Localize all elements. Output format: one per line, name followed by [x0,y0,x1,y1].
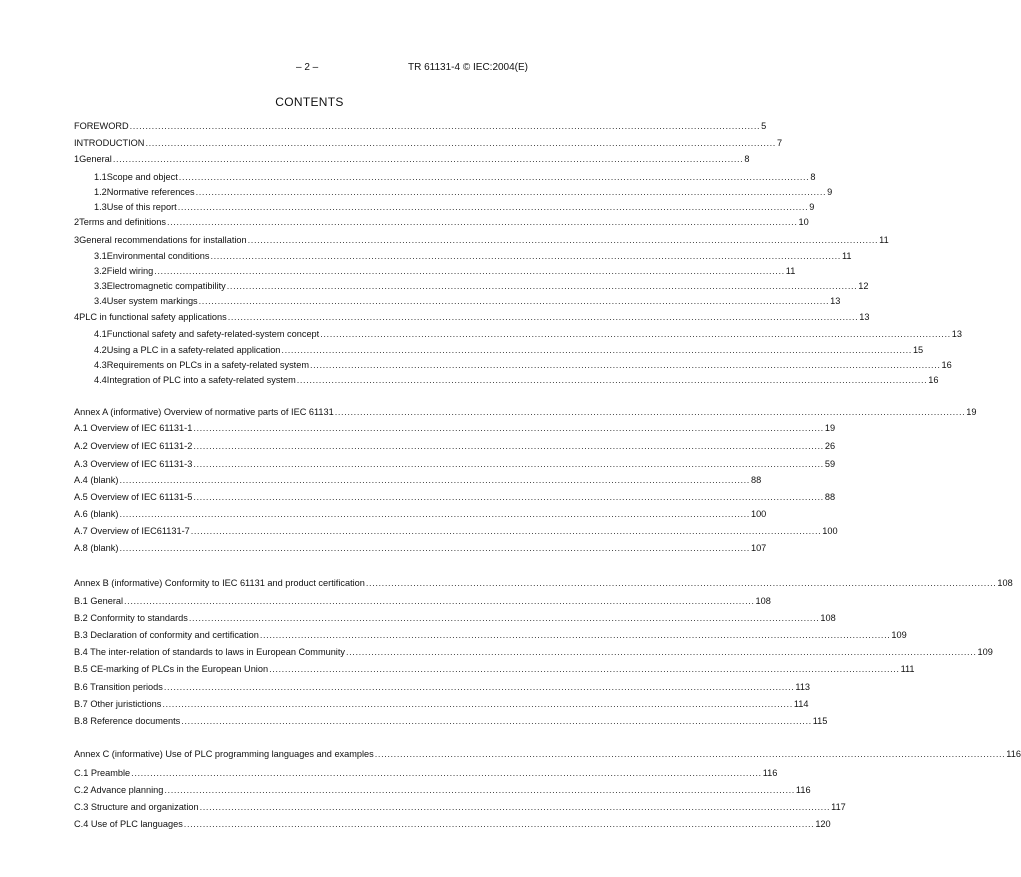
toc-leader-dots: ........................................................................................................................................................................................................ [112,154,744,164]
toc-entry-title: C.2 Advance planning [74,785,164,795]
toc-entry-page: 117 [831,802,846,812]
toc-entry-page: 13 [830,296,841,306]
toc-leader-dots: ........................................................................................................................................................................................................ [296,375,928,385]
toc-entry[interactable] [0,663,915,676]
toc-entry[interactable] [0,715,828,728]
toc-entry[interactable] [0,681,811,694]
toc-entry-page: 11 [879,235,889,245]
toc-entry-title: Terms and definitions [79,217,166,227]
toc-leader-dots: ........................................................................................................................................................................................................ [164,785,795,795]
toc-leader-dots: ........................................................................................................................................................................................................ [131,768,762,778]
toc-entry[interactable] [0,612,836,625]
toc-entry-title: Annex C (informative) Use of PLC programming languages and examples [74,749,374,759]
toc-leader-dots: ........................................................................................................................................................................................................ [210,251,841,261]
toc-leader-dots: ........................................................................................................................................................................................................ [247,235,879,245]
toc-entry-title: B.8 Reference documents [74,716,181,726]
toc-entry[interactable] [0,171,816,184]
toc-entry-title: Functional safety and safety-related-system concept [106,329,320,339]
toc-entry-title: A.7 Overview of IEC61131-7 [74,526,190,536]
toc-leader-dots: ........................................................................................................................................................................................................ [281,345,912,355]
toc-entry-page: 13 [859,312,870,322]
toc-entry-page: 108 [820,613,836,623]
toc-entry[interactable] [0,542,767,555]
toc-entry[interactable] [0,577,1013,590]
toc-entry-number: 3 [74,235,80,245]
page-header-number: – 2 – [296,62,319,73]
toc-entry-title: C.1 Preamble [74,768,131,778]
toc-leader-dots: ........................................................................................................................................................................................................ [320,329,951,339]
toc-entry[interactable] [0,801,846,814]
toc-entry-page: 19 [824,423,836,433]
toc-entry-number: 4.3 [94,360,107,370]
toc-entry-page: 59 [824,459,836,469]
toc-entry[interactable] [0,406,977,419]
toc-leader-dots: ........................................................................................................................................................................................................ [129,121,761,131]
toc-entry-title: Annex A (informative) Overview of normative parts of IEC 61131 [74,407,334,417]
toc-entry-title: General recommendations for installation [79,235,247,245]
toc-entry-title: A.6 (blank) [74,509,119,519]
toc-entry-title: INTRODUCTION [74,138,145,148]
toc-entry-page: 116 [762,768,778,778]
toc-entry-number: 4.2 [94,345,107,355]
toc-entry[interactable] [0,748,1021,761]
toc-leader-dots: ........................................................................................................................................................................................................ [145,138,776,148]
toc-entry-title: C.4 Use of PLC languages [74,819,183,829]
toc-leader-dots: ........................................................................................................................................................................................................ [365,578,997,588]
toc-entry[interactable] [0,250,852,263]
toc-entry-title: B.3 Declaration of conformity and certification [74,630,259,640]
toc-leader-dots: ........................................................................................................................................................................................................ [226,281,858,291]
toc-entry-page: 88 [824,492,836,502]
toc-entry-page: 11 [841,251,852,261]
toc-entry-page: 8 [810,172,816,182]
toc-entry-title: Annex B (informative) Conformity to IEC 61131 and product certification [74,578,365,588]
toc-leader-dots: ........................................................................................................................................................................................................ [190,526,822,536]
toc-entry-page: 10 [798,217,809,227]
toc-entry-page: 108 [755,596,771,606]
toc-entry-title: Scope and object [106,172,178,182]
toc-entry[interactable] [0,508,767,521]
toc-entry[interactable] [0,818,831,831]
toc-entry-number: 3.4 [94,296,107,306]
toc-entry[interactable] [0,280,869,293]
toc-leader-dots: ........................................................................................................................................................................................................ [193,441,824,451]
toc-leader-dots: ........................................................................................................................................................................................................ [166,217,798,227]
toc-entry-number: 2 [74,217,80,227]
toc-entry-page: 115 [812,716,828,726]
toc-entry-title: Requirements on PLCs in a safety-related system [106,360,309,370]
toc-entry-number: 1 [74,154,80,164]
toc-entry-title: General [79,154,112,164]
toc-leader-dots: ........................................................................................................................................................................................................ [269,664,900,674]
toc-entry-title: Using a PLC in a safety-related application [106,345,281,355]
toc-leader-dots: ........................................................................................................................................................................................................ [310,360,941,370]
toc-entry-page: 120 [815,819,831,829]
toc-entry-title: Field wiring [106,266,154,276]
toc-leader-dots: ........................................................................................................................................................................................................ [163,682,795,692]
toc-entry-page: 9 [809,202,815,212]
toc-leader-dots: ........................................................................................................................................................................................................ [183,819,815,829]
toc-entry-page: 9 [827,187,833,197]
toc-entry-title: B.6 Transition periods [74,682,163,692]
toc-leader-dots: ........................................................................................................................................................................................................ [119,475,750,485]
toc-leader-dots: ........................................................................................................................................................................................................ [193,423,824,433]
toc-entry-number: 1.3 [94,202,107,212]
toc-entry-page: 113 [795,682,811,692]
toc-entry-title: B.4 The inter-relation of standards to laws in European Community [74,647,345,657]
toc-leader-dots: ........................................................................................................................................................................................................ [154,266,785,276]
toc-entry-title: A.1 Overview of IEC 61131-1 [74,423,193,433]
toc-entry-title: Use of this report [106,202,177,212]
toc-leader-dots: ........................................................................................................................................................................................................ [193,492,824,502]
toc-entry-page: 8 [744,154,750,164]
toc-entry[interactable] [0,295,841,308]
toc-entry[interactable] [0,491,836,504]
toc-entry[interactable] [0,186,833,199]
toc-leader-dots: ........................................................................................................................................................................................................ [193,459,824,469]
toc-entry-number: 1.1 [94,172,107,182]
toc-entry[interactable] [0,265,796,278]
toc-entry-title: Environmental conditions [106,251,210,261]
toc-entry-page: 107 [750,543,767,553]
toc-entry[interactable] [0,698,809,711]
toc-entry[interactable] [0,458,836,471]
toc-entry-number: 3.2 [94,266,107,276]
toc-leader-dots: ........................................................................................................................................................................................................ [181,716,812,726]
toc-entry[interactable] [0,216,809,229]
toc-entry-title: B.5 CE-marking of PLCs in the European Union [74,664,269,674]
toc-entry[interactable] [0,344,924,357]
toc-entry-page: 108 [997,578,1013,588]
toc-entry-title: B.2 Conformity to standards [74,613,188,623]
toc-entry-page: 16 [928,375,939,385]
toc-entry[interactable] [0,359,952,372]
toc-entry-title: PLC in functional safety applications [79,312,227,322]
toc-entry-page: 15 [912,345,924,355]
toc-entry-page: 109 [891,630,907,640]
toc-entry-page: 111 [900,664,915,674]
toc-entry-page: 7 [776,138,783,148]
toc-entry[interactable] [0,784,811,797]
toc-entry-page: 5 [761,121,767,131]
toc-entry-number: 3.3 [94,281,107,291]
toc-entry-number: 4.1 [94,329,107,339]
toc-leader-dots: ........................................................................................................................................................................................................ [119,509,750,519]
toc-entry-title: C.3 Structure and organization [74,802,199,812]
toc-entry[interactable] [0,328,962,341]
toc-entry-number: 3.1 [94,251,107,261]
toc-entry-title: Normative references [106,187,195,197]
toc-entry[interactable] [0,767,778,780]
toc-entry[interactable] [0,234,889,247]
toc-entry-title: Integration of PLC into a safety-related system [106,375,296,385]
toc-entry[interactable] [0,474,762,487]
toc-entry-title: B.1 General [74,596,124,606]
toc-entry-page: 13 [951,329,962,339]
toc-leader-dots: ........................................................................................................................................................................................................ [199,802,831,812]
toc-entry-title: A.5 Overview of IEC 61131-5 [74,492,193,502]
toc-entry-page: 16 [941,360,952,370]
toc-leader-dots: ........................................................................................................................................................................................................ [195,187,827,197]
toc-entry-title: B.7 Other juristictions [74,699,162,709]
toc-entry[interactable] [0,595,771,608]
toc-entry-title: User system markings [106,296,198,306]
toc-leader-dots: ........................................................................................................................................................................................................ [119,543,750,553]
toc-entry-number: 1.2 [94,187,107,197]
toc-leader-dots: ........................................................................................................................................................................................................ [124,596,755,606]
toc-leader-dots: ........................................................................................................................................................................................................ [334,407,966,417]
toc-entry-page: 88 [750,475,762,485]
toc-entry-number: 4.4 [94,375,107,385]
toc-entry-number: 4 [74,312,80,322]
toc-leader-dots: ........................................................................................................................................................................................................ [177,202,809,212]
toc-entry-page: 100 [822,526,838,536]
toc-leader-dots: ........................................................................................................................................................................................................ [178,172,810,182]
toc-entry-title: Electromagnetic compatibility [106,281,226,291]
toc-entry-page: 19 [966,407,977,417]
toc-entry[interactable] [0,629,907,642]
toc-entry[interactable] [0,311,870,324]
toc-entry[interactable] [0,201,815,214]
toc-entry-title: A.2 Overview of IEC 61131-2 [74,441,193,451]
toc-entry[interactable] [0,525,838,538]
toc-entry[interactable] [0,440,836,453]
toc-entry-page: 109 [977,647,993,657]
toc-entry-page: 116 [1006,749,1021,759]
toc-entry-title: A.8 (blank) [74,543,119,553]
toc-entry-title: FOREWORD [74,121,129,131]
toc-entry-page: 11 [785,266,796,276]
toc-entry-title: A.3 Overview of IEC 61131-3 [74,459,193,469]
toc-entry[interactable] [0,137,783,150]
toc-leader-dots: ........................................................................................................................................................................................................ [374,749,1006,759]
toc-entry-title: A.4 (blank) [74,475,119,485]
toc-entry-page: 12 [858,281,869,291]
toc-entry-page: 114 [793,699,809,709]
toc-entry[interactable] [0,422,836,435]
page-header-reference: TR 61131-4 © IEC:2004(E) [408,62,529,73]
toc-entry-page: 100 [750,509,767,519]
toc-leader-dots: ........................................................................................................................................................................................................ [259,630,891,640]
toc-entry[interactable] [0,374,939,387]
toc-entry[interactable] [0,120,767,133]
toc-entry[interactable] [0,646,993,659]
toc-leader-dots: ........................................................................................................................................................................................................ [227,312,859,322]
toc-entry-page: 116 [795,785,811,795]
toc-leader-dots: ........................................................................................................................................................................................................ [346,647,977,657]
toc-leader-dots: ........................................................................................................................................................................................................ [198,296,830,306]
toc-leader-dots: ........................................................................................................................................................................................................ [162,699,793,709]
page-title: CONTENTS [275,95,344,109]
toc-entry[interactable] [0,153,750,166]
toc-entry-page: 26 [824,441,836,451]
toc-leader-dots: ........................................................................................................................................................................................................ [188,613,820,623]
